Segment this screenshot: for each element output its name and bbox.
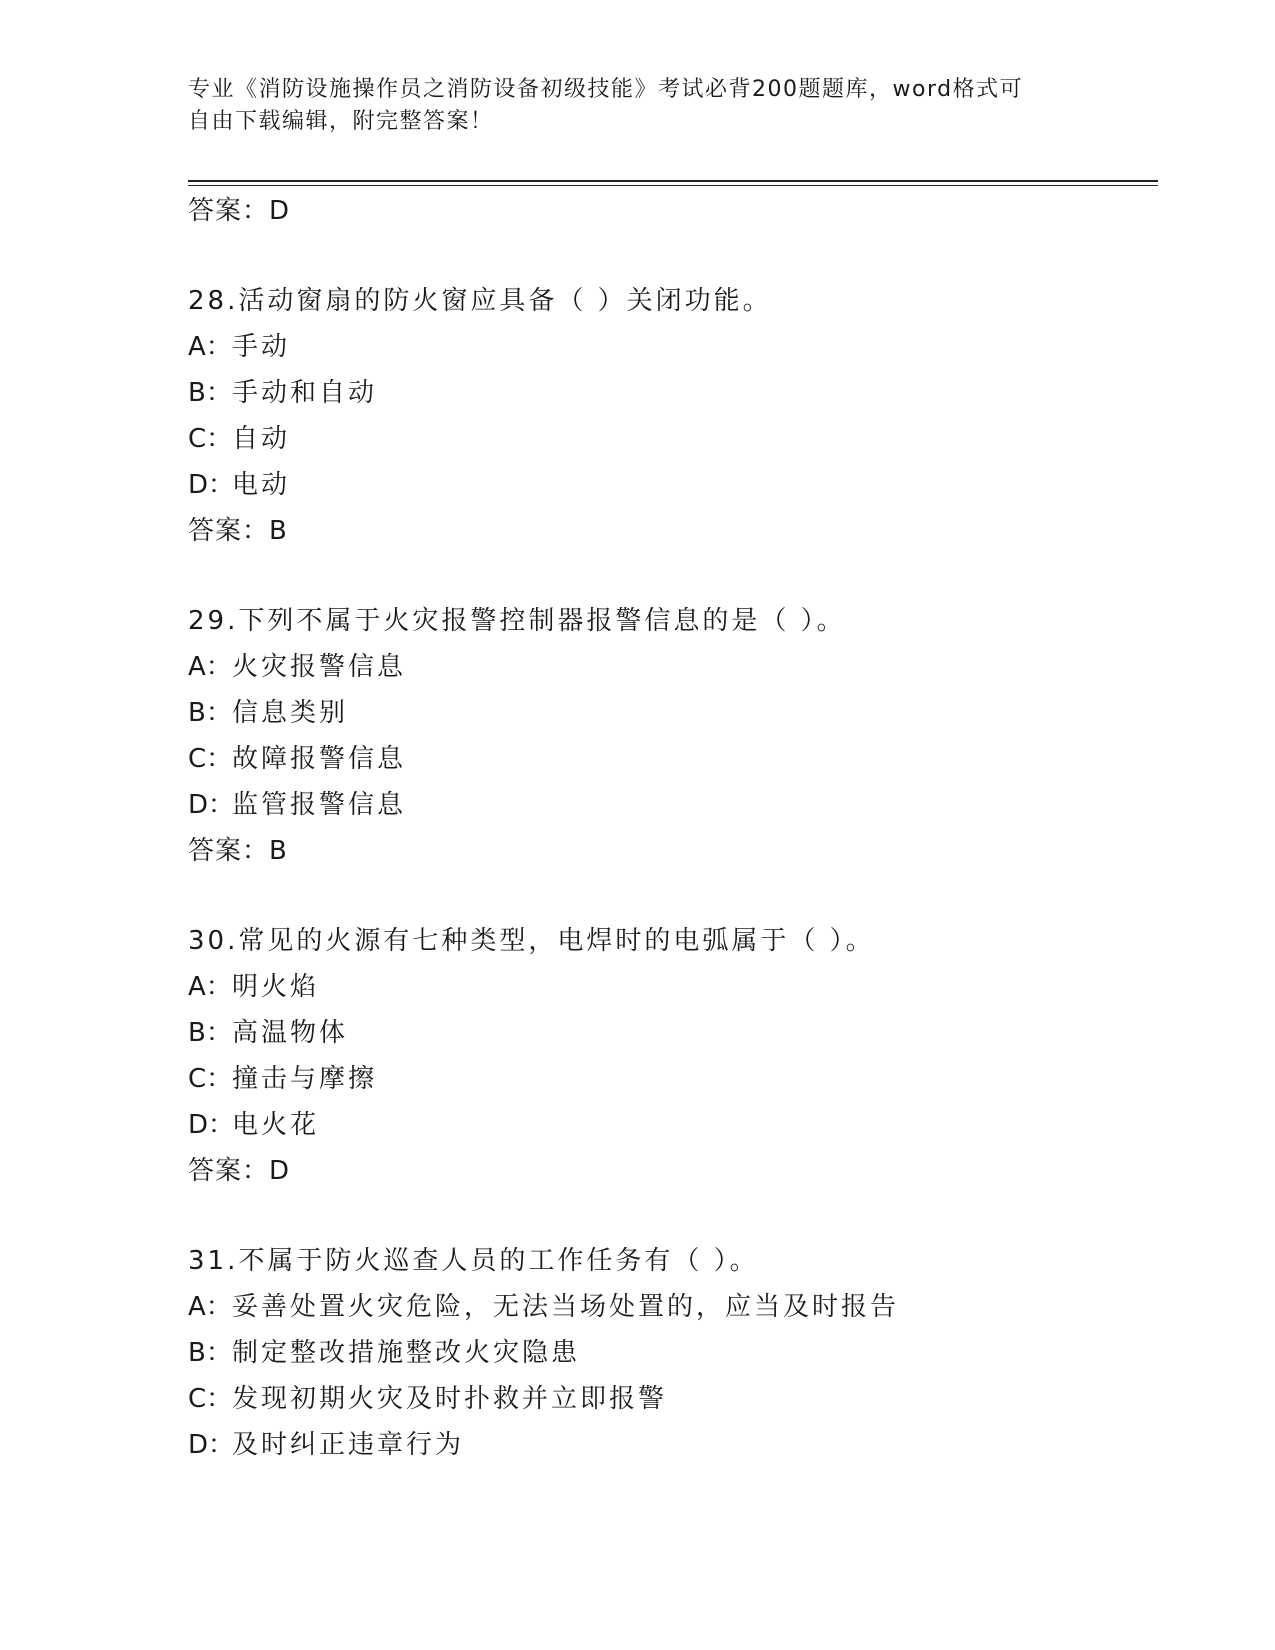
option-key: C： bbox=[188, 1384, 233, 1414]
option-text: 及时纠正违章行为 bbox=[232, 1430, 465, 1460]
option-key: B： bbox=[188, 1338, 232, 1368]
header-divider-thin bbox=[188, 185, 1158, 186]
option-key: B： bbox=[188, 698, 232, 728]
answer-option bbox=[188, 782, 1148, 828]
answer-option bbox=[188, 690, 1148, 736]
question-list bbox=[188, 188, 1148, 1468]
option-text: 手动 bbox=[232, 332, 291, 362]
answer-option bbox=[188, 1422, 1148, 1468]
option-text: 火灾报警信息 bbox=[232, 652, 407, 682]
question-text: 30.常见的火源有七种类型，电焊时的电弧属于（ ）。 bbox=[188, 926, 875, 956]
option-key: B： bbox=[188, 378, 232, 408]
option-key: D： bbox=[188, 1110, 235, 1140]
question-block bbox=[188, 1238, 1148, 1468]
option-text: 妥善处置火灾危险，无法当场处置的，应当及时报告 bbox=[232, 1292, 900, 1322]
option-text: 电火花 bbox=[232, 1110, 320, 1140]
option-text: 手动和自动 bbox=[232, 378, 378, 408]
option-key: C： bbox=[188, 744, 233, 774]
option-text: 监管报警信息 bbox=[232, 790, 407, 820]
option-text: 高温物体 bbox=[232, 1018, 349, 1048]
answer-option bbox=[188, 1284, 1148, 1330]
option-text: 自动 bbox=[232, 424, 291, 454]
option-text: 信息类别 bbox=[232, 698, 349, 728]
question-block bbox=[188, 278, 1148, 554]
option-text: 制定整改措施整改火灾隐患 bbox=[232, 1338, 581, 1368]
question-answer: 答案：B bbox=[188, 836, 288, 866]
answer-option bbox=[188, 964, 1148, 1010]
answer-option bbox=[188, 1010, 1148, 1056]
document-header-note: 专业《消防设施操作员之消防设备初级技能》考试必背200题题库，word格式可 自由下载编辑，附完整答案！ bbox=[188, 77, 1024, 134]
option-text: 电动 bbox=[232, 470, 291, 500]
questions-container bbox=[188, 278, 1148, 1468]
option-key: C： bbox=[188, 1064, 233, 1094]
answer-option bbox=[188, 1376, 1148, 1422]
header-divider-thick bbox=[188, 180, 1158, 182]
option-key: A： bbox=[188, 332, 232, 362]
answer-option bbox=[188, 370, 1148, 416]
previous-question-answer: 答案：D bbox=[188, 196, 291, 226]
answer-option bbox=[188, 644, 1148, 690]
answer-option bbox=[188, 1102, 1148, 1148]
answer-option bbox=[188, 462, 1148, 508]
option-key: D： bbox=[188, 790, 235, 820]
question-block bbox=[188, 598, 1148, 874]
option-key: C： bbox=[188, 424, 233, 454]
option-text: 撞击与摩擦 bbox=[232, 1064, 378, 1094]
option-key: A： bbox=[188, 972, 232, 1002]
question-block bbox=[188, 918, 1148, 1194]
option-key: B： bbox=[188, 1018, 232, 1048]
question-answer: 答案：D bbox=[188, 1156, 291, 1186]
option-key: D： bbox=[188, 470, 235, 500]
answer-option bbox=[188, 1056, 1148, 1102]
answer-option bbox=[188, 324, 1148, 370]
option-key: D： bbox=[188, 1430, 235, 1460]
option-text: 发现初期火灾及时扑救并立即报警 bbox=[232, 1384, 668, 1414]
option-text: 明火焰 bbox=[232, 972, 320, 1002]
option-text: 故障报警信息 bbox=[232, 744, 407, 774]
question-answer: 答案：B bbox=[188, 516, 288, 546]
option-key: A： bbox=[188, 652, 232, 682]
option-key: A： bbox=[188, 1292, 232, 1322]
question-text: 28.活动窗扇的防火窗应具备（ ）关闭功能。 bbox=[188, 286, 772, 316]
question-text: 29.下列不属于火灾报警控制器报警信息的是（ ）。 bbox=[188, 606, 846, 636]
answer-option bbox=[188, 1330, 1148, 1376]
question-text: 31.不属于防火巡查人员的工作任务有（ ）。 bbox=[188, 1246, 759, 1276]
answer-option bbox=[188, 736, 1148, 782]
answer-option bbox=[188, 416, 1148, 462]
